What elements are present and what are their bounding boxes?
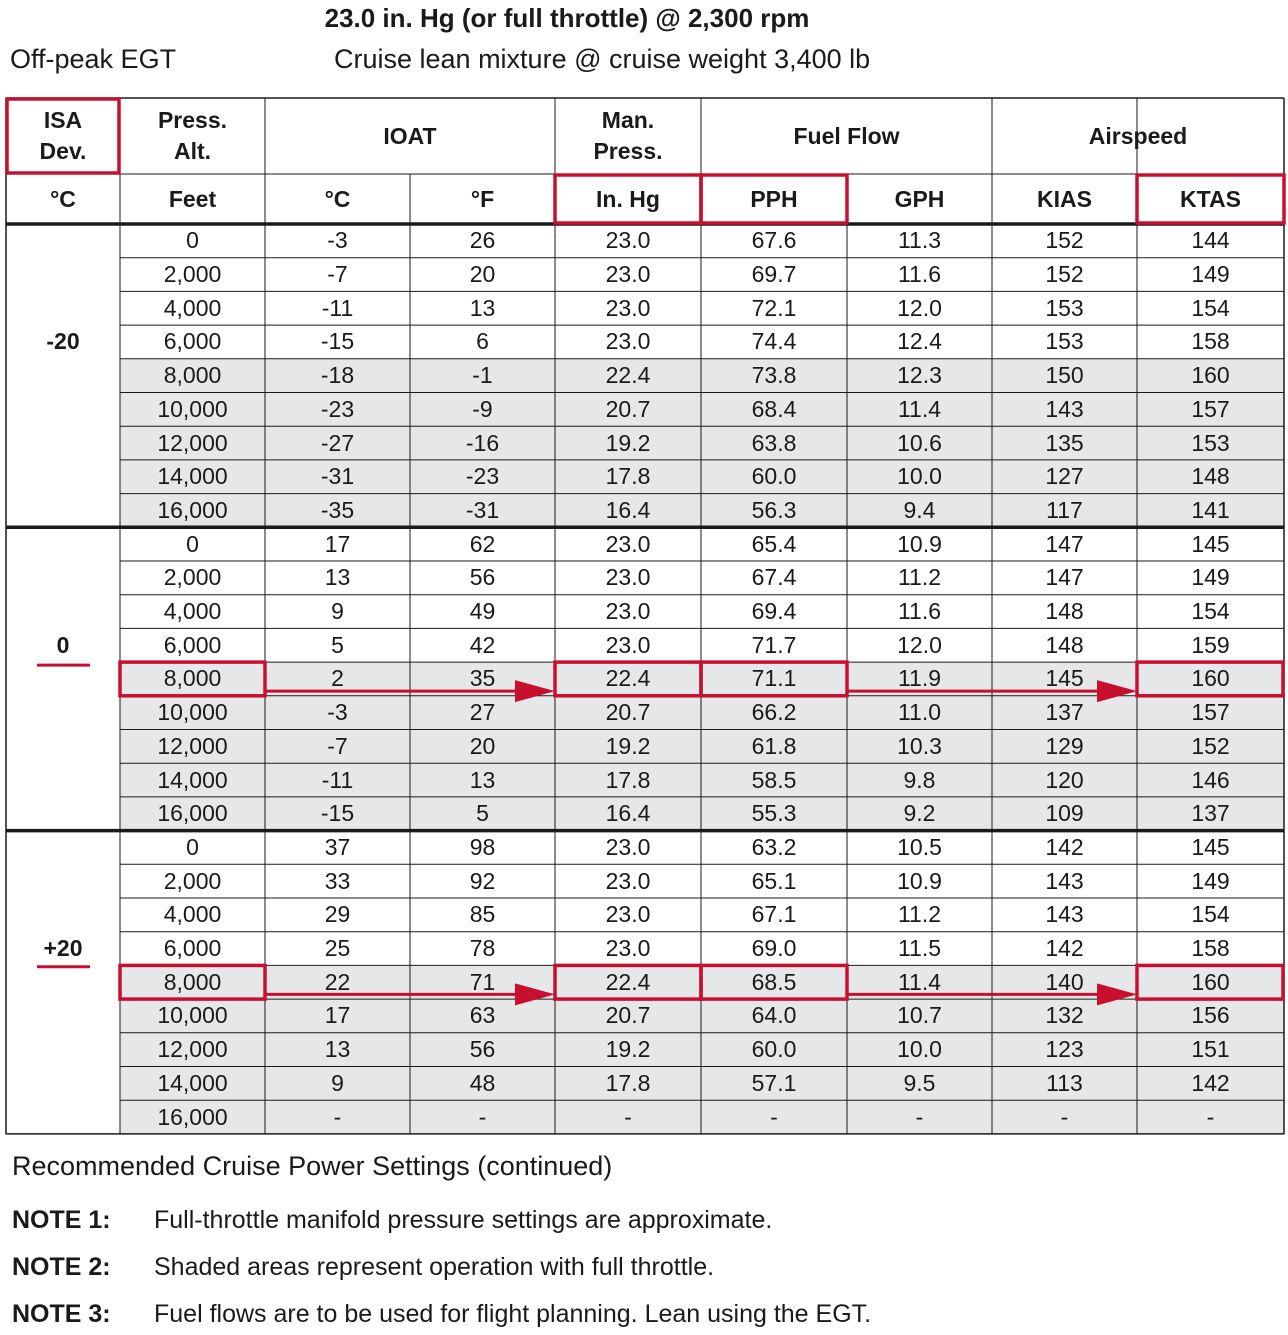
table-cell: 11.3	[897, 227, 942, 254]
table-cell: 17	[324, 530, 351, 557]
table-cell: 9	[331, 1069, 344, 1096]
table-cell: 4,000	[163, 598, 222, 625]
note-2-label: NOTE 2:	[12, 1253, 111, 1281]
table-cell: 61.8	[751, 732, 797, 759]
table-cell: 23.0	[605, 935, 651, 962]
table-cell: 153	[1191, 429, 1230, 456]
table-cell: 57.1	[751, 1069, 797, 1096]
table-cell: 23.0	[605, 901, 651, 928]
table-cell: 56.3	[751, 496, 797, 523]
table-cell: 23.0	[605, 833, 651, 860]
table-cell: 2,000	[163, 867, 222, 894]
table-cell: 16.4	[605, 496, 651, 523]
table-cell: 4,000	[163, 294, 222, 321]
table-cell: 0	[186, 227, 199, 254]
table-cell: 64.0	[751, 1002, 797, 1029]
table-cell: 11.6	[897, 598, 942, 625]
table-cell: 10.7	[897, 1002, 942, 1029]
table-cell: 12.0	[897, 631, 942, 658]
table-cell: 152	[1045, 261, 1084, 288]
table-cell: 85	[469, 901, 496, 928]
table-cell: 20.7	[605, 1002, 651, 1029]
table-cell: -3	[327, 699, 348, 726]
table-cell: 63.8	[751, 429, 797, 456]
table-cell: 158	[1191, 328, 1230, 355]
table-cell: 60.0	[751, 463, 797, 490]
table-cell: 6	[476, 328, 489, 355]
table-cell: 13	[324, 1036, 351, 1063]
table-cell: 25	[324, 935, 351, 962]
table-cell: 10.9	[897, 867, 942, 894]
table-cell: -7	[327, 732, 348, 759]
table-cell: 113	[1046, 1069, 1083, 1096]
table-cell: 68.5	[751, 968, 797, 995]
table-cell: 11.6	[897, 261, 942, 288]
table-cell: 20.7	[605, 395, 651, 422]
unit-header: KTAS	[1180, 185, 1241, 212]
table-cell: 10,000	[157, 395, 228, 422]
table-cell: -15	[320, 328, 355, 355]
table-cell: 152	[1191, 732, 1230, 759]
table-cell: -	[770, 1103, 778, 1130]
table-cell: 49	[469, 598, 496, 625]
unit-header: PPH	[750, 185, 798, 212]
isa-dev-value: 0	[56, 631, 70, 658]
table-cell: -	[624, 1103, 632, 1130]
table-cell: 68.4	[751, 395, 797, 422]
table-cell: 160	[1191, 362, 1230, 389]
table-cell: 66.2	[751, 699, 797, 726]
note-1-text: Full-throttle manifold pressure settings are approximate.	[154, 1206, 773, 1234]
table-cell: 129	[1045, 732, 1084, 759]
table-cell: 156	[1191, 1002, 1230, 1029]
table-cell: 16,000	[157, 800, 228, 827]
table-cell: -11	[321, 766, 354, 793]
table-cell: 6,000	[163, 328, 222, 355]
table-cell: 9	[331, 598, 344, 625]
header-man-press-line: Press.	[593, 138, 663, 164]
table-cell: 56	[469, 564, 496, 591]
table-cell: 23.0	[605, 598, 651, 625]
table-cell: -31	[465, 496, 500, 523]
table-cell: 58.5	[751, 766, 797, 793]
table-cell: 143	[1045, 867, 1084, 894]
footer-title: Recommended Cruise Power Settings (continued)	[12, 1151, 613, 1181]
table-cell: 69.4	[751, 598, 797, 625]
table-cell: 22.4	[605, 665, 651, 692]
table-cell: 17.8	[605, 463, 651, 490]
table-cell: -1	[472, 362, 493, 389]
table-cell: -15	[320, 800, 355, 827]
note-1-label: NOTE 1:	[12, 1206, 111, 1234]
table-cell: -	[333, 1103, 342, 1130]
table-cell: 92	[469, 867, 496, 894]
table-cell: 33	[324, 867, 351, 894]
header-isa-dev	[6, 98, 120, 174]
table-cell: 62	[469, 530, 496, 557]
header-isa-dev-line: Dev.	[39, 138, 87, 164]
table-cell: 14,000	[157, 1069, 228, 1096]
table-cell: -11	[321, 294, 354, 321]
table-cell: 6,000	[163, 631, 222, 658]
table-cell: -18	[320, 362, 355, 389]
table-cell: 10.5	[897, 833, 942, 860]
table-cell: 159	[1191, 631, 1230, 658]
page-title: 23.0 in. Hg (or full throttle) @ 2,300 rpm	[324, 3, 810, 33]
table-cell: 23.0	[605, 867, 651, 894]
table-cell: 10,000	[157, 1002, 228, 1029]
table-cell: 154	[1191, 598, 1230, 625]
table-cell: 69.7	[751, 261, 797, 288]
table-cell: 78	[469, 935, 496, 962]
table-cell: 60.0	[751, 1036, 797, 1063]
table-cell: 73.8	[751, 362, 797, 389]
table-cell: 27	[469, 699, 496, 726]
table-cell: 14,000	[157, 463, 228, 490]
table-cell: 9.8	[903, 766, 936, 793]
table-cell: 10.3	[897, 732, 942, 759]
header-fuel-flow: Fuel Flow	[793, 122, 900, 149]
table-cell: 145	[1045, 665, 1084, 692]
table-cell: -23	[465, 463, 500, 490]
table-cell: 74.4	[751, 328, 797, 355]
table-cell: 144	[1191, 227, 1230, 254]
table-cell: 10.0	[897, 1036, 942, 1063]
note-3-text: Fuel flows are to be used for flight planning. Lean using the EGT.	[154, 1300, 872, 1328]
table-cell: 6,000	[163, 935, 222, 962]
table-cell: 23.0	[605, 530, 651, 557]
table-cell: 22	[324, 968, 351, 995]
table-cell: -23	[320, 395, 355, 422]
table-cell: -	[478, 1103, 487, 1130]
table-cell: 10.6	[897, 429, 942, 456]
table-cell: 67.4	[751, 564, 797, 591]
table-cell: 11.5	[897, 935, 942, 962]
table-cell: 140	[1045, 968, 1084, 995]
table-cell: 20.7	[605, 699, 651, 726]
table-cell: 13	[324, 564, 351, 591]
table-cell: 67.1	[751, 901, 797, 928]
unit-header: GPH	[894, 185, 945, 212]
table-cell: 142	[1045, 935, 1084, 962]
table-cell: 11.2	[897, 901, 942, 928]
table-cell: -9	[472, 395, 493, 422]
table-cell: 56	[469, 1036, 496, 1063]
table-cell: 127	[1045, 463, 1084, 490]
table-cell: 148	[1045, 631, 1084, 658]
table-cell: 148	[1191, 463, 1230, 490]
table-cell: 160	[1191, 665, 1230, 692]
table-cell: 71.1	[751, 665, 797, 692]
table-cell: 22.4	[605, 968, 651, 995]
table-cell: 153	[1045, 328, 1084, 355]
table-cell: 63.2	[751, 833, 797, 860]
table-cell: 147	[1045, 530, 1084, 557]
table-cell: -3	[327, 227, 348, 254]
table-cell: 2	[331, 665, 344, 692]
table-cell: 55.3	[751, 800, 797, 827]
table-cell: 19.2	[605, 429, 651, 456]
table-cell: 11.4	[897, 968, 942, 995]
table-cell: 23.0	[605, 328, 651, 355]
table-cell: 137	[1191, 800, 1230, 827]
table-cell: 20	[469, 261, 496, 288]
header-man-press	[555, 98, 701, 174]
table-cell: 23.0	[605, 631, 651, 658]
table-cell: 145	[1191, 530, 1230, 557]
table-cell: 23.0	[605, 294, 651, 321]
table-cell: 157	[1191, 395, 1230, 422]
table-cell: 12.4	[897, 328, 942, 355]
table-cell: 19.2	[605, 732, 651, 759]
table-cell: 16,000	[157, 1103, 228, 1130]
table-cell: 120	[1045, 766, 1084, 793]
table-cell: 98	[469, 833, 496, 860]
table-cell: 149	[1191, 564, 1230, 591]
table-cell: -	[1206, 1103, 1215, 1130]
table-cell: 10.9	[897, 530, 942, 557]
unit-header: KIAS	[1037, 185, 1092, 212]
table-cell: 37	[324, 833, 351, 860]
table-cell: 151	[1191, 1036, 1230, 1063]
header-man-press-line: Man.	[601, 107, 655, 133]
header-press-alt	[120, 98, 265, 174]
table-cell: 23.0	[605, 261, 651, 288]
table-cell: 160	[1191, 968, 1230, 995]
table-cell: 149	[1191, 867, 1230, 894]
table-cell: 143	[1045, 901, 1084, 928]
table-cell: 72.1	[751, 294, 797, 321]
table-cell: -	[915, 1103, 924, 1130]
table-cell: 20	[469, 732, 496, 759]
table-cell: 158	[1191, 935, 1230, 962]
table-cell: -7	[327, 261, 348, 288]
table-cell: 141	[1191, 496, 1230, 523]
table-cell: 153	[1045, 294, 1084, 321]
table-cell: 29	[324, 901, 351, 928]
table-cell: 69.0	[751, 935, 797, 962]
table-cell: 142	[1045, 833, 1084, 860]
table-cell: 146	[1191, 766, 1230, 793]
unit-header: Feet	[168, 185, 217, 212]
table-cell: 5	[476, 800, 489, 827]
table-cell: 145	[1191, 833, 1230, 860]
table-cell: 71	[469, 968, 496, 995]
cruise-power-table	[6, 98, 1284, 1134]
table-cell: 9.5	[903, 1069, 936, 1096]
unit-header: °C	[50, 185, 76, 212]
subtitle-mixture: Cruise lean mixture @ cruise weight 3,400 lb	[334, 44, 871, 74]
table-cell: -31	[320, 463, 355, 490]
table-cell: 11.0	[897, 699, 942, 726]
header-press-alt-line: Alt.	[173, 138, 212, 164]
header-isa-dev-line: ISA	[43, 107, 83, 133]
table-cell: 142	[1191, 1069, 1230, 1096]
note-3-label: NOTE 3:	[12, 1300, 111, 1328]
table-cell: 8,000	[163, 362, 222, 389]
table-cell: 2,000	[163, 564, 222, 591]
table-cell: 17	[324, 1002, 351, 1029]
table-cell: 67.6	[751, 227, 797, 254]
table-cell: 16,000	[157, 496, 228, 523]
table-cell: 11.2	[897, 564, 942, 591]
table-cell: 48	[469, 1069, 496, 1096]
header-airspeed: Airspeed	[1088, 122, 1188, 149]
table-cell: 17.8	[605, 1069, 651, 1096]
table-cell: 4,000	[163, 901, 222, 928]
isa-dev-value: -20	[46, 328, 80, 355]
table-cell: 19.2	[605, 1036, 651, 1063]
table-cell: 148	[1045, 598, 1084, 625]
table-cell: 23.0	[605, 227, 651, 254]
table-cell: 9.4	[903, 496, 936, 523]
isa-dev-value: +20	[43, 935, 83, 962]
table-cell: 26	[469, 227, 496, 254]
table-cell: 22.4	[605, 362, 651, 389]
table-cell: 0	[186, 833, 199, 860]
table-cell: 10.0	[897, 463, 942, 490]
table-cell: 137	[1045, 699, 1084, 726]
table-cell: 16.4	[605, 800, 651, 827]
table-cell: 42	[469, 631, 496, 658]
table-cell: 12,000	[157, 429, 228, 456]
table-cell: 12.0	[897, 294, 942, 321]
table-cell: 150	[1045, 362, 1084, 389]
unit-header: °C	[324, 185, 351, 212]
table-cell: 135	[1045, 429, 1084, 456]
table-cell: 117	[1046, 496, 1083, 523]
table-cell: 17.8	[605, 766, 651, 793]
table-cell: 9.2	[903, 800, 936, 827]
table-cell: 109	[1045, 800, 1084, 827]
unit-header: °F	[470, 185, 495, 212]
table-cell: 11.9	[897, 665, 942, 692]
table-cell: 152	[1045, 227, 1084, 254]
table-cell: 23.0	[605, 564, 651, 591]
table-cell: -16	[465, 429, 500, 456]
table-cell: 123	[1045, 1036, 1084, 1063]
note-2-text: Shaded areas represent operation with full throttle.	[154, 1253, 715, 1281]
table-cell: 2,000	[163, 261, 222, 288]
table-cell: 65.4	[751, 530, 797, 557]
table-cell: 35	[469, 665, 496, 692]
header-ioat: IOAT	[383, 122, 437, 149]
table-cell: 149	[1191, 261, 1230, 288]
table-cell: 132	[1045, 1002, 1084, 1029]
table-cell: 0	[186, 530, 199, 557]
unit-header: In. Hg	[596, 185, 660, 212]
table-cell: 71.7	[751, 631, 797, 658]
table-cell: -35	[320, 496, 355, 523]
table-cell: 154	[1191, 294, 1230, 321]
table-cell: 5	[331, 631, 344, 658]
table-cell: -	[1060, 1103, 1069, 1130]
table-cell: 13	[469, 766, 496, 793]
table-cell: -27	[320, 429, 355, 456]
table-cell: 147	[1045, 564, 1084, 591]
table-cell: 12.3	[897, 362, 942, 389]
table-cell: 13	[469, 294, 496, 321]
header-press-alt-line: Press.	[157, 107, 228, 133]
table-cell: 10,000	[157, 699, 228, 726]
table-cell: 63	[469, 1002, 496, 1029]
table-cell: 11.4	[897, 395, 942, 422]
table-cell: 8,000	[163, 968, 222, 995]
table-cell: 8,000	[163, 665, 222, 692]
subtitle-egt: Off-peak EGT	[10, 44, 177, 74]
table-cell: 65.1	[751, 867, 797, 894]
table-cell: 143	[1045, 395, 1084, 422]
table-cell: 12,000	[157, 1036, 228, 1063]
table-cell: 157	[1191, 699, 1230, 726]
table-cell: 154	[1191, 901, 1230, 928]
table-cell: 14,000	[157, 766, 228, 793]
table-cell: 12,000	[157, 732, 228, 759]
